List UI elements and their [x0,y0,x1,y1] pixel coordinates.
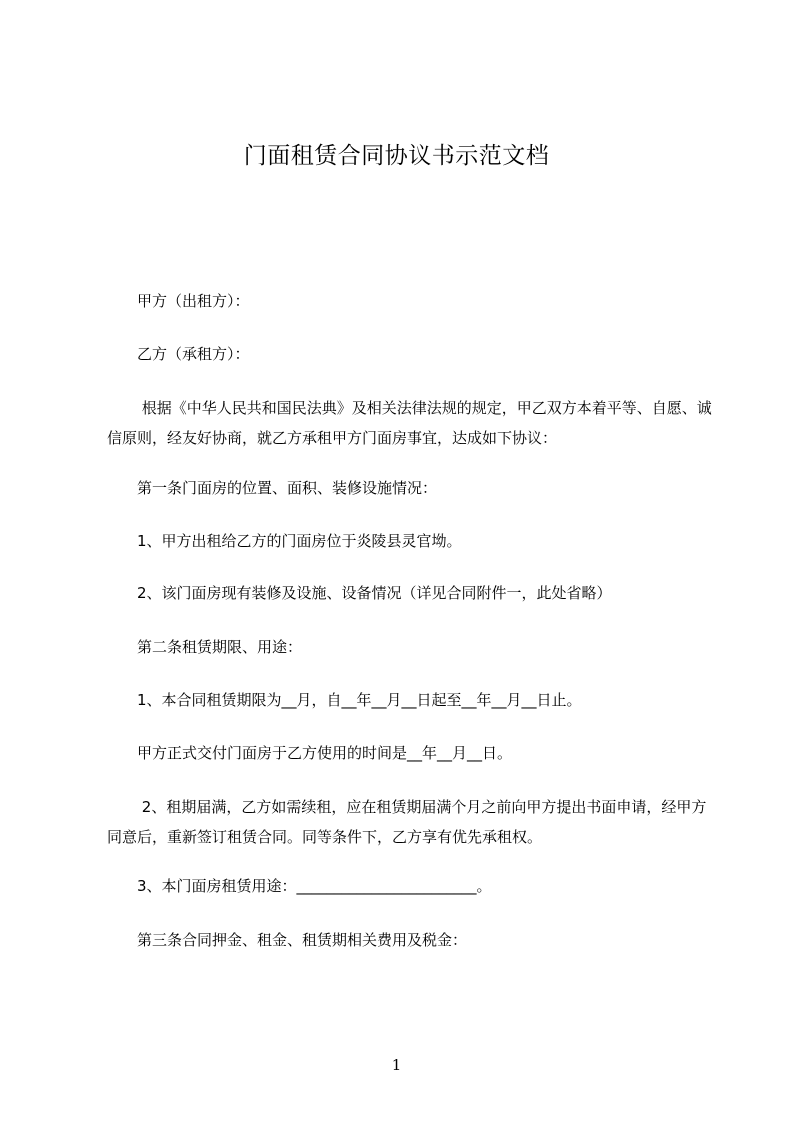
party-a-line: 甲方（出租方）： [137,292,250,310]
article-1-clause-2: 2、该门面房现有装修及设施、设备情况（详见合同附件一，此处省略） [137,584,612,602]
article-1-clause-1: 1、甲方出租给乙方的门面房位于炎陵县灵官坳。 [137,532,462,550]
preamble-paragraph: 根据《中华人民共和国民法典》及相关法律法规的规定，甲乙双方本着平等、自愿、诚信原则，经友好协商，就乙方承租甲方门面房事宜，达成如下协议： [107,399,712,447]
article-2-heading: 第二条租赁期限、用途： [137,638,303,656]
party-b-line: 乙方（承租方）： [137,345,250,363]
page-number: 1 [391,1056,402,1074]
delivery-date-line: 甲方正式交付门面房于乙方使用的时间是__年__月__日。 [137,744,513,762]
article-3-heading: 第三条合同押金、租金、租赁期相关费用及税金： [137,931,468,949]
article-2-clause-2: 2、租期届满，乙方如需续租，应在租赁期届满个月之前向甲方提出书面申请，经甲方同意后，重新签订租赁合同。同等条件下，乙方享有优先承租权。 [107,798,707,846]
article-2-clause-1: 1、本合同租赁期限为__月，自__年__月__日起至__年__月__日止。 [137,691,582,709]
article-2-clause-3: 3、本门面房租赁用途：________________________。 [137,877,492,895]
document-title: 门面租赁合同协议书示范文档 [243,143,550,169]
article-1-heading: 第一条门面房的位置、面积、装修设施情况： [137,479,438,497]
